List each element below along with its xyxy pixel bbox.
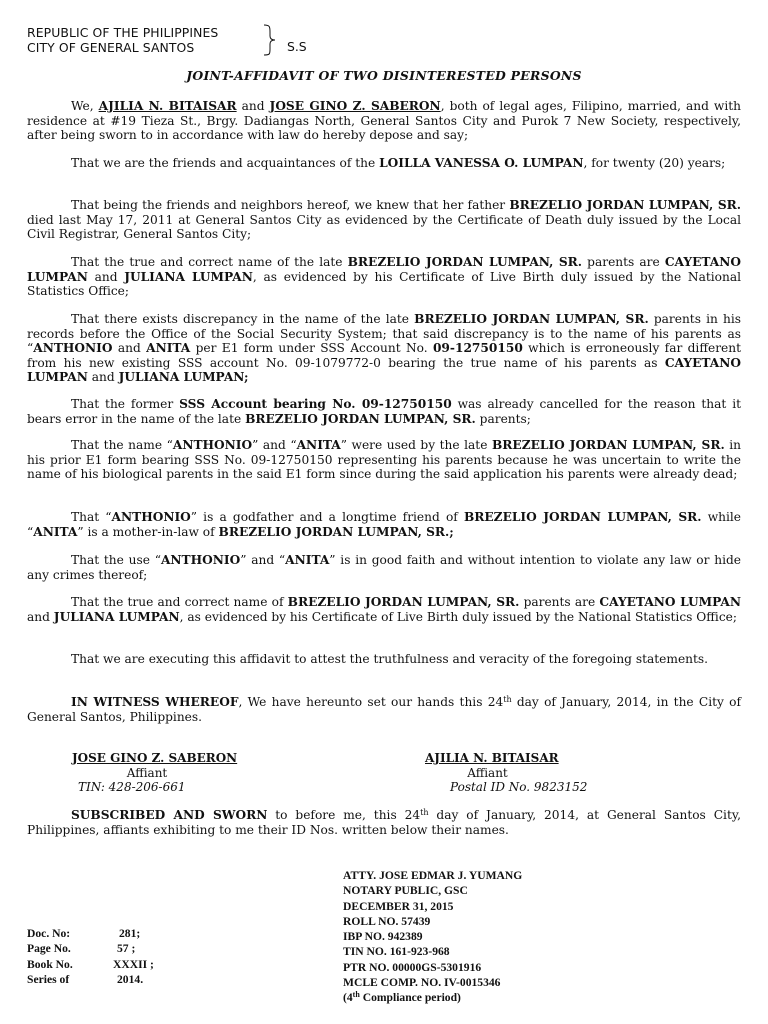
docinfo-row: Doc. No: 281; bbox=[27, 927, 141, 940]
paragraph-purpose: That we are executing this affidavit to attest the truthfulness and veracity of the foregoing statements. bbox=[71, 652, 709, 666]
paragraph-affiants: We, AJILIA N. BITAISAR and JOSE GINO Z. SABERON, both of legal ages, Filipino, married, and with residence at #19 Tieza St., Brgy. Dadiangas North, General Santos City and Purok 7 New Society, respectively, after being sworn to in accordance with law do hereby depose and say; bbox=[27, 99, 742, 143]
paragraph-relationship: That “ANTHONIO” is a godfather and a longtime friend of BREZELIO JORDAN LUMPAN, SR. while “ANITA” is a mother-in-law of BREZELIO JORDAN LUMPAN, SR.; bbox=[27, 510, 741, 539]
affiant-name: AJILIA N. BITAISAR bbox=[98, 99, 237, 113]
notary-compliance-period: (4th Compliance period) bbox=[343, 990, 461, 1005]
notary-expiry: DECEMBER 31, 2015 bbox=[343, 899, 454, 913]
paragraph-death: That being the friends and neighbors hereof, we knew that her father BREZELIO JORDAN LUMPAN, SR. died last May 17, 2011 at General Santos City as evidenced by the Certificate of Death duly issued by the Local Civil Registrar, General Santos City; bbox=[27, 198, 741, 242]
brace-icon bbox=[262, 24, 280, 56]
signatory-name: JOSE GINO Z. SABERON bbox=[72, 751, 238, 765]
venue-block bbox=[27, 25, 218, 55]
venue-ss: S.S bbox=[287, 39, 307, 54]
docinfo-row: Book No. XXXII ; bbox=[27, 957, 154, 971]
paragraph-cancelled-account: That the former SSS Account bearing No. 09-12750150 was already cancelled for the reason that it bears error in the name of the late BREZELIO JORDAN LUMPAN, SR. parents; bbox=[27, 397, 741, 426]
paragraph-acquaintance: That we are the friends and acquaintances of the LOILLA VANESSA O. LUMPAN, for twenty (20) years; bbox=[71, 156, 726, 170]
signatory-role: Affiant bbox=[467, 765, 508, 780]
notary-ptr-no: PTR NO. 00000GS-5301916 bbox=[343, 960, 482, 974]
paragraph-true-parents: That the true and correct name of the late BREZELIO JORDAN LUMPAN, SR. parents are CAYETANO LUMPAN and JULIANA LUMPAN, as evidenced by his Certificate of Live Birth duly issued by the National Statistics Office; bbox=[27, 255, 741, 299]
notary-ibp-no: IBP NO. 942389 bbox=[343, 930, 423, 944]
notary-roll-no: ROLL NO. 57439 bbox=[343, 914, 431, 928]
notary-mcle-no: MCLE COMP. NO. IV-0015346 bbox=[343, 976, 501, 990]
notary-block bbox=[343, 868, 522, 1006]
signatory-name: AJILIA N. BITAISAR bbox=[425, 751, 559, 765]
notary-name: ATTY. JOSE EDMAR J. YUMANG bbox=[343, 869, 523, 882]
signatory-role: Affiant bbox=[126, 765, 168, 780]
venue-city: CITY OF GENERAL SANTOS bbox=[27, 40, 195, 55]
paragraph-jurat: SUBSCRIBED AND SWORN to before me, this 24th day of January, 2014, at General Santos City, Philippines, affiants exhibiting to me their ID Nos. written below their names. bbox=[27, 808, 741, 837]
signatory-id: TIN: 428-206-661 bbox=[78, 780, 186, 795]
docinfo-row: Series of 2014. bbox=[27, 972, 144, 986]
docinfo-row: Page No. 57 ; bbox=[27, 942, 136, 956]
signatory-id: Postal ID No. 9823152 bbox=[450, 780, 588, 795]
notarial-register-block bbox=[27, 926, 193, 987]
signature-block bbox=[425, 751, 625, 795]
affiant-name: JOSE GINO Z. SABERON bbox=[269, 99, 441, 113]
paragraph-true-name-restated: That the true and correct name of BREZELIO JORDAN LUMPAN, SR. parents are CAYETANO LUMPAN and JULIANA LUMPAN, as evidenced by his Certificate of Live Birth duly issued by the National Statistics Office; bbox=[27, 595, 742, 624]
venue-country: REPUBLIC OF THE PHILIPPINES bbox=[27, 25, 219, 40]
document-title: JOINT-AFFIDAVIT OF TWO DISINTERESTED PERSONS bbox=[186, 68, 582, 83]
paragraph-discrepancy: That there exists discrepancy in the name of the late BREZELIO JORDAN LUMPAN, SR. parents in his records before the Office of the Social Security System; that said discrepancy is to the name of his parents as “ANTHONIO and ANITA per E1 form under SSS Account No. 09-12750150 which is erroneously far different from his new existing SSS account No. 09-1079772-0 bearing the true name of his parents as CAYETANO LUMPAN and JULIANA LUMPAN; bbox=[27, 312, 742, 385]
notary-tin-no: TIN NO. 161-923-968 bbox=[343, 945, 450, 959]
paragraph-good-faith: That the use “ANTHONIO” and “ANITA” is in good faith and without intention to violate any law or hide any crimes thereof; bbox=[27, 553, 741, 582]
paragraph-witness-whereof: IN WITNESS WHEREOF, We have hereunto set our hands this 24th day of January, 2014, in the City of General Santos, Philippines. bbox=[27, 695, 741, 724]
notary-commission: NOTARY PUBLIC, GSC bbox=[343, 884, 468, 898]
signature-block bbox=[72, 751, 262, 795]
paragraph-names-used: That the name “ANTHONIO” and “ANITA” were used by the late BREZELIO JORDAN LUMPAN, SR. in his prior E1 form bearing SSS No. 09-12750150 representing his parents because he was uncertain to write the name of his biological parents in the said E1 form since during the said application his parents were already dead; bbox=[27, 438, 741, 482]
